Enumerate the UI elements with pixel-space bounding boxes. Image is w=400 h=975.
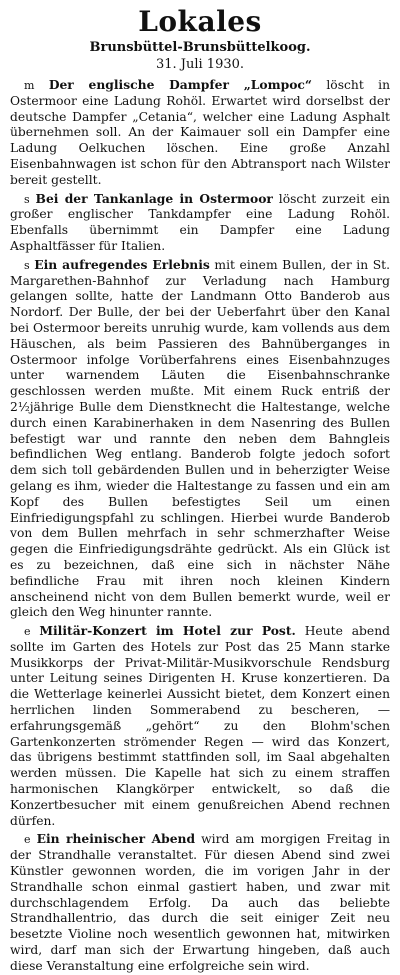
article-mark: s	[24, 192, 30, 206]
article-body: löscht zurzeit ein großer englischer Tankdampfer eine Ladung Rohöl. Ebenfalls übernimmt ein Dampfer eine Ladung Asphaltfässer für Italien.	[10, 191, 390, 253]
article-body: wird am morgigen Freitag in der Strandhalle veranstaltet. Für diesen Abend sind zwei Künstler gewonnen worden, die im vorigen Jahr in der Strandhalle schon einmal gastiert haben, und zwar mit durchschlagendem Erfolg. Da auch das beliebte Strandhallentrio, das durch die seit einiger Zeit neu besetzte Violine noch wesentlich gewonnen hat, mitwirken wird, darf man sich der Erwartung hingeben, daß auch diese Veranstaltung eine erfolgreiche sein wird.	[10, 832, 390, 973]
article-body: löscht in Ostermoor eine Ladung Rohöl. Erwartet wird dorselbst der deutsche Dampfer „Cetania“, welcher eine Ladung Asphalt übernehmen soll. An der Kaimauer soll ein Dampfer eine Ladung Oelkuchen löschen. Eine große Anzahl Eisenbahnwagen ist schon für den Abtransport nach Wilster bereit gestellt.	[10, 78, 390, 187]
date: 31. Juli 1930.	[155, 57, 245, 72]
article-headline: Militär-Konzert im Hotel zur Post.	[39, 623, 296, 639]
article-lompoc	[10, 77, 390, 189]
article-rheinischer-abend	[10, 831, 390, 974]
article-bulle	[10, 257, 390, 621]
article-mark: s	[24, 258, 30, 272]
article-headline: Bei der Tankanlage in Ostermoor	[35, 190, 273, 206]
article-militaer-konzert	[10, 623, 390, 829]
dateline: Brunsbüttel-Brunsbüttelkoog.	[89, 40, 311, 55]
article-headline: Ein rheinischer Abend	[36, 831, 196, 847]
article-body: Heute abend sollte im Garten des Hotels zur Post das 25 Mann starke Musikkorps der Privat-Militär-Musikvorschule Rendsburg unter Leitung seines Dirigenten H. Kruse konzertieren. Da die Wetterlage keinerlei Aussicht bietet, dem Konzert einen herrlichen linden Sommerabend zu bescheren, — erfahrungsgemäß „gehört“ zu den Blohm'schen Gartenkonzerten strömender Regen — wird das Konzert, das übrigens bestimmt stattfinden soll, im Saal abgehalten werden müssen. Die Kapelle hat sich zu einem straffen harmonischen Klangkörper entwickelt, so daß die Konzertbesucher mit einem genußreichen Abend rechnen dürfen.	[10, 624, 390, 828]
article-mark: e	[24, 625, 31, 639]
article-headline: Ein aufregendes Erlebnis	[34, 256, 210, 272]
article-body: mit einem Bullen, der in St. Margarethen-Bahnhof zur Verladung nach Hamburg gelangen sollte, hatte der Landmann Otto Banderob aus Nordorf. Der Bulle, der bei der Ueberfahrt über den Kanal bei Ostermoor bereits unruhig wurde, kam vollends aus dem Häuschen, als beim Passieren des Bahnüberganges in Ostermoor infolge Vorüberfahrens eines Eisenbahnzuges unter warnendem Läuten die Eisenbahnschranke geschlossen werden mußte. Mit einem Ruck entriß der 2½jährige Bulle dem Dienstknecht die Haltestange, welche durch einen Karabinerhaken in dem Nasenring des Bullen befestigt war und rannte den neben dem Bahngleis befindlichen Weg entlang. Banderob folgte jedoch sofort dem sich toll gebärdenden Bullen und in beherzigter Weise gelang es ihm, wieder die Haltestange zu fassen und ein am Kopf des Bullen befestigtes Seil um einen Einfriedigungspfahl zu schlingen. Hierbei wurde Banderob von dem Bullen mehrfach in sehr schmerzhafter Weise gegen die Einfriedigungsdrähte gedrückt. Als ein Glück ist es zu bezeichnen, daß eine sich in nächster Nähe befindliche Frau mit ihren noch kleinen Kindern anscheinend nicht von dem Bullen bemerkt wurde, weil er gleich den Weg hinunter rannte.	[10, 257, 391, 620]
article-tankanlage	[10, 191, 390, 255]
article-mark: e	[24, 833, 31, 847]
article-headline: Der englische Dampfer „Lompoc“	[48, 77, 312, 92]
section-title: Lokales	[138, 5, 262, 38]
article-mark: m	[24, 79, 35, 92]
